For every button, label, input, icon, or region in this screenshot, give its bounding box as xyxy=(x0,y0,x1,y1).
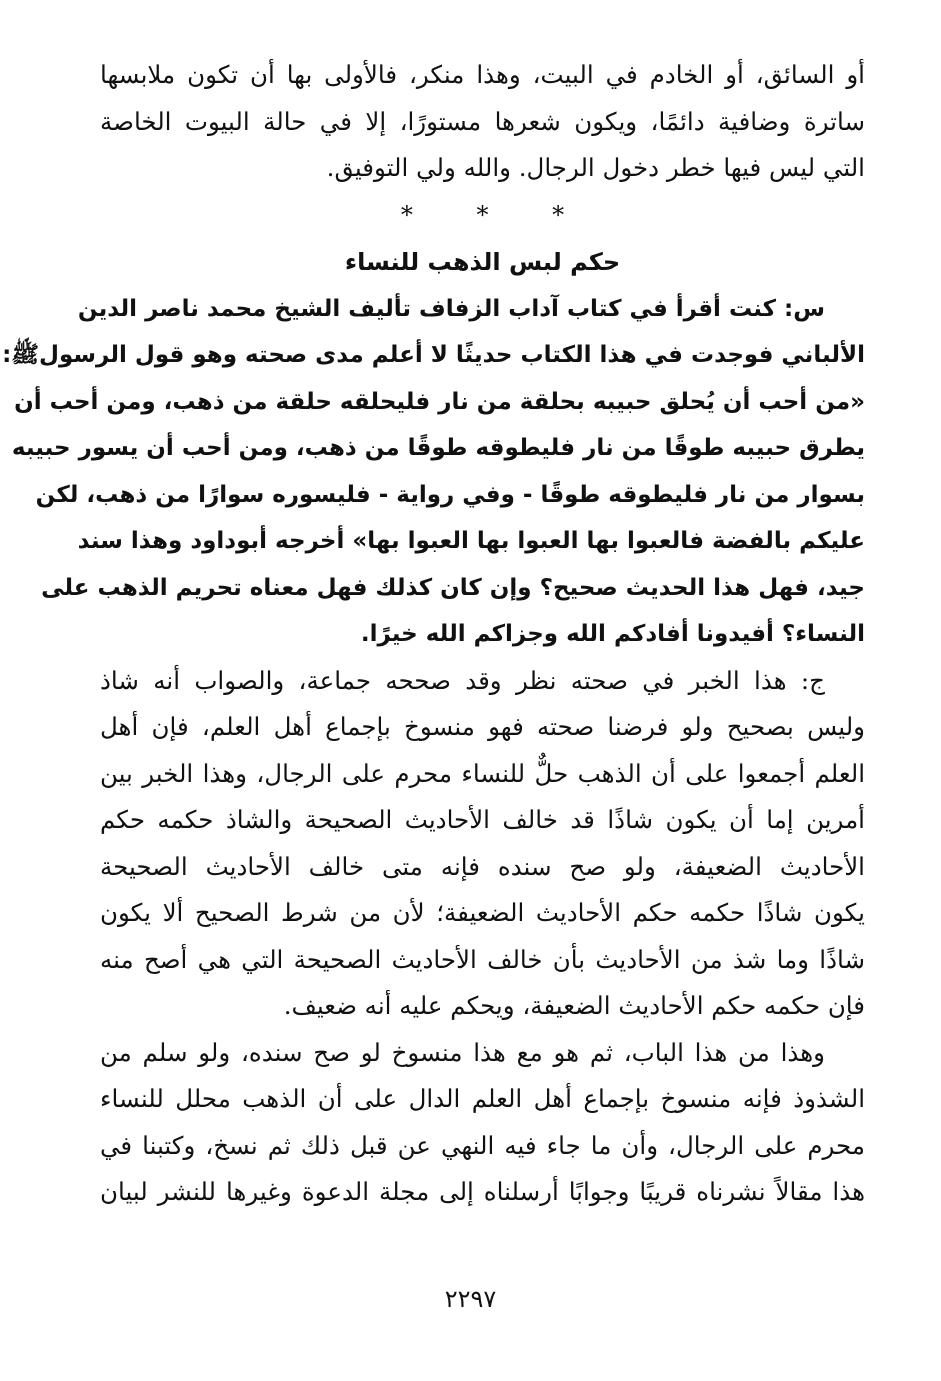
question-line: «من أحب أن يُحلق حبيبه بحلقة من نار فليحلقه حلقة من ذهب، ومن أحب أن xyxy=(14,388,865,415)
asterisk: * xyxy=(552,200,565,229)
answer-line: وليس بصحيح ولو فرضنا صحته فهو منسوخ بإجماع أهل العلم، فإن أهل xyxy=(100,712,865,741)
answer-line: هذا مقالاً نشرناه قريبًا وجوابًا أرسلناه إلى مجلة الدعوة وغيرها للنشر لبيان xyxy=(100,1177,865,1206)
asterisk: * xyxy=(476,200,489,229)
answer-line: العلم أجمعوا على أن الذهب حلٌّ للنساء محرم على الرجال، وهذا الخبر بين xyxy=(100,758,865,788)
answer-continuation-paragraph xyxy=(100,1030,865,1216)
text-line: التي ليس فيها خطر دخول الرجال. والله ولي التوفيق. xyxy=(326,153,865,182)
section-heading: حكم لبس الذهب للنساء xyxy=(344,247,621,276)
text-line: أو السائق، أو الخادم في البيت، وهذا منكر، فالأولى بها أن تكون ملابسها xyxy=(100,60,865,89)
question-paragraph xyxy=(2,286,865,658)
answer-line: يكون شاذًا حكمه حكم الأحاديث الضعيفة؛ لأن من شرط الصحيح ألا يكون xyxy=(100,898,865,927)
section-separator xyxy=(100,192,865,238)
answer-line: وهذا من هذا الباب، ثم هو مع هذا منسوخ لو صح سنده، ولو سلم من xyxy=(100,1037,825,1067)
answer-line: الشذوذ فإنه منسوخ بإجماع أهل العلم الدال على أن الذهب محلل للنساء xyxy=(100,1084,865,1113)
page-body xyxy=(2,52,865,1216)
answer-line: شاذًا وما شذ من الأحاديث بأن خالف الأحاديث الصحيحة التي هي أصح منه xyxy=(100,944,865,974)
answer-paragraph xyxy=(100,658,865,1030)
text-line: ساترة وضافية دائمًا، ويكون شعرها مستورًا، إلا في حالة البيوت الخاصة xyxy=(100,106,865,136)
answer-line: فإن حكمه حكم الأحاديث الضعيفة، ويحكم عليه أنه ضعيف. xyxy=(283,991,865,1020)
page-number: ٢٢٩٧ xyxy=(444,1285,497,1313)
question-line: س: كنت أقرأ في كتاب آداب الزفاف تأليف الشيخ محمد ناصر الدين xyxy=(77,295,825,322)
question-line: النساء؟ أفيدونا أفادكم الله وجزاكم الله خيرًا. xyxy=(360,621,865,647)
question-line: يطرق حبيبه طوقًا من نار فليطوقه طوقًا من ذهب، ومن أحب أن يسور حبيبه xyxy=(11,435,865,461)
asterisk: * xyxy=(400,200,413,229)
question-line: عليكم بالفضة فالعبوا بها العبوا بها العبوا بها» أخرجه أبوداود وهذا سند xyxy=(77,528,865,554)
question-line: الألباني فوجدت في هذا الكتاب حديثًا لا أعلم مدى صحته وهو قول الرسولﷺ: xyxy=(2,342,865,368)
question-line: جيد، فهل هذا الحديث صحيح؟ وإن كان كذلك فهل معناه تحريم الذهب على xyxy=(41,574,865,601)
intro-paragraph xyxy=(100,52,865,192)
question-line: بسوار من نار فليطوقه طوقًا - وفي رواية - فليسوره سوارًا من ذهب، لكن xyxy=(35,481,865,508)
answer-line: أمرين إما أن يكون شاذًا قد خالف الأحاديث الصحيحة والشاذ حكمه حكم xyxy=(100,805,865,834)
answer-line: محرم على الرجال، وأن ما جاء فيه النهي عن قبل ذلك ثم نسخ، وكتبنا في xyxy=(100,1130,865,1160)
answer-line: الأحاديث الضعيفة، ولو صح سنده فإنه متى خالف الأحاديث الصحيحة xyxy=(100,851,865,881)
answer-line: ج: هذا الخبر في صحته نظر وقد صححه جماعة، والصواب أنه شاذ xyxy=(100,665,825,695)
